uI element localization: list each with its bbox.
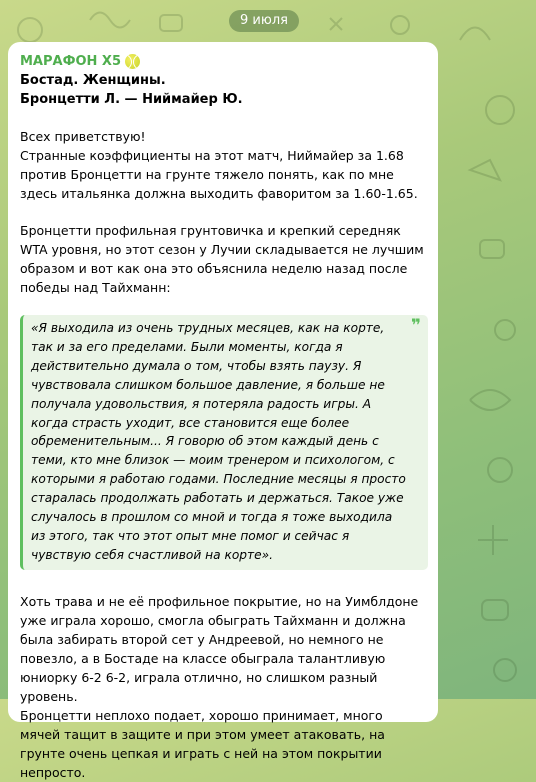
post-greeting: Всех приветствую! [20,129,146,144]
post-paragraph-3: Хоть трава и не её профильное покрытие, но на Уимблдоне уже играла хорошо, смогла обыграть Тайхманн и должна была забирать второй сет у Андреевой, но немного не повезло, а в Бостаде на классе обыграла талантливую юниорку 6-2 6-2, играла отлично, но слишком разный уровень. [20,593,419,704]
channel-header[interactable] [20,51,426,71]
quote-text: «Я выходила из очень трудных месяцев, как на корте, так и за его пределами. Были моменты, когда я действительно думала о том, чтобы взять паузу. Я чувствовала слишком большое давление, я больше не получала удовольствия, я потеряла радость игры. А когда страсть уходит, все становится еще более обременительным... Я говорю об этом каждый день с теми, кто мне близок — моим тренером и психологом, с которыми я работаю годами. Последние месяцы я просто старалась продолжать работать и держаться. Такое уже случалось в прошлом со мной и тогда я тоже выходила из этого, так что этот опыт мне помог и сейчас я чувствую себя счастливой на корте». [31,321,406,562]
message-bubble[interactable] [8,42,438,780]
spacer [20,297,426,315]
date-separator: 9 июля [229,10,299,32]
post-title-line2: Бронцетти Л. — Ниймайер Ю. [20,92,243,107]
post-paragraph-2: Бронцетти профильная грунтовичка и крепкий середняк WTA уровня, но этот сезон у Лучии складывается не лучшим образом и вот как она это объяснила неделю назад после победы над Тайхманн: [20,223,424,295]
post-title-line1: Бостад. Женщины. [20,73,166,88]
spacer [20,203,426,221]
spacer [20,570,426,592]
channel-name[interactable]: МАРАФОН X5 [20,53,122,69]
tennis-ball-icon [125,54,140,69]
quote-mark-icon: ❞ [411,316,421,336]
chat-scrollbar[interactable] [530,0,534,699]
spacer [20,109,426,127]
post-paragraph-4: Бронцетти неплохо подает, хорошо принимает, много мячей тащит в защите и при этом умеет атаковать, на грунте очень цепкая и играть с ней на этом покрытии непросто. [20,707,385,780]
blockquote [20,315,428,570]
post-paragraph-1: Странные коэффициенты на этот матч, Ниймайер за 1.68 против Бронцетти на грунте тяжело понять, как по мне здесь итальянка должна выходить фаворитом за 1.60-1.65. [20,148,418,201]
